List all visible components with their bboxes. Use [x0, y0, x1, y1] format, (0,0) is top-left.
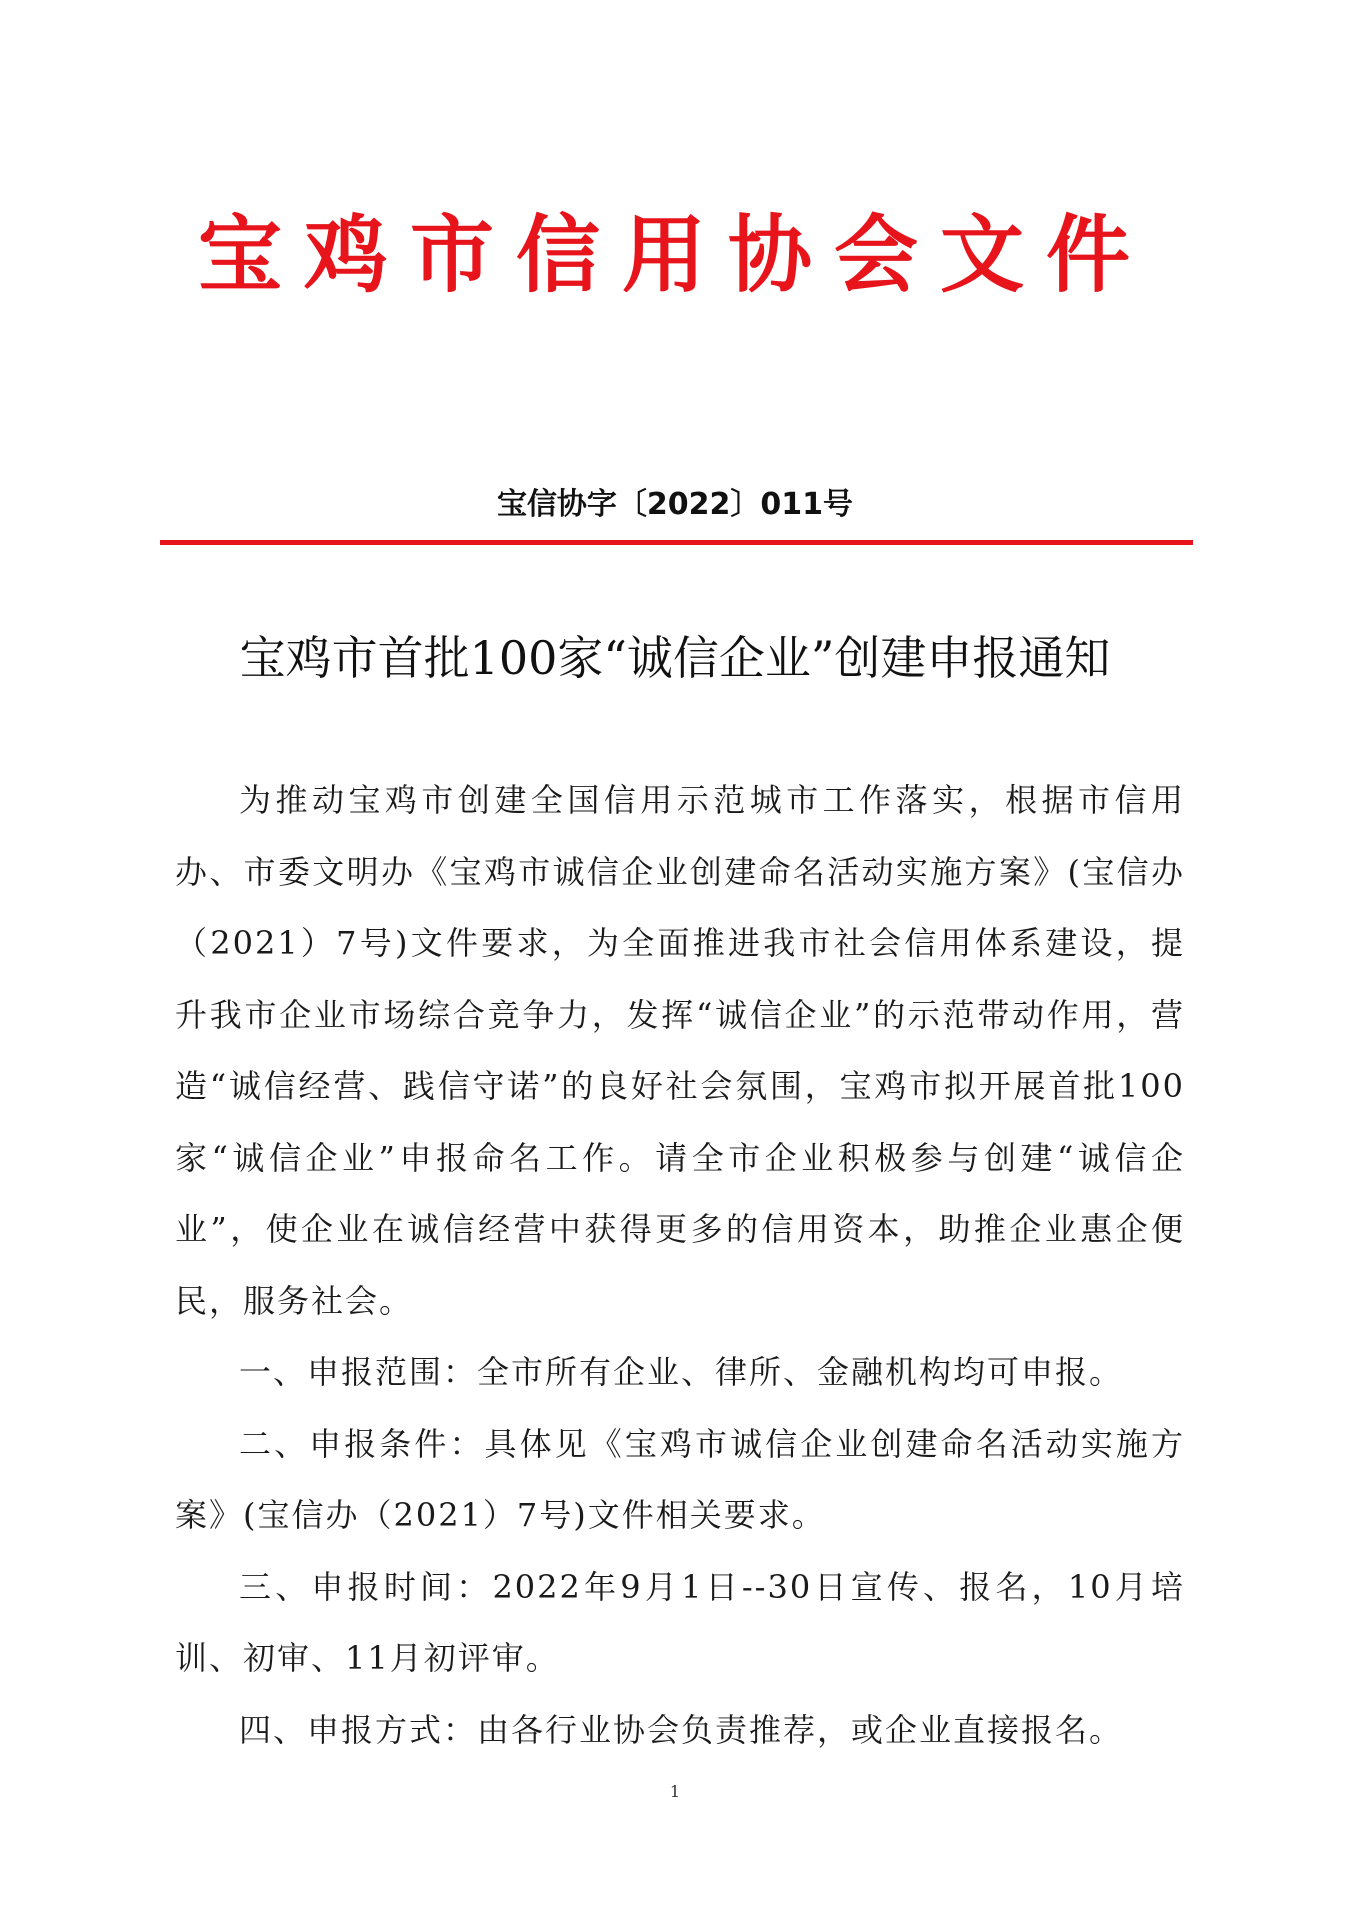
- document-number: 宝信协字〔2022〕011号: [496, 487, 854, 522]
- section-time: 三、申报时间：2022年9月1日--30日宣传、报名，10月培训、初审、11月初评审。: [175, 1567, 1185, 1677]
- page-number: 1: [669, 1782, 681, 1801]
- section-method: 四、申报方式：由各行业协会负责推荐，或企业直接报名。: [239, 1710, 1124, 1749]
- section-scope: 一、申报范围：全市所有企业、律所、金融机构均可申报。: [239, 1353, 1124, 1391]
- masthead-title: 宝鸡市信用协会文件: [197, 206, 1152, 304]
- section-conditions: 二、申报条件：具体见《宝鸡市诚信企业创建命名活动实施方案》(宝信办（2021）7号)文件相关要求。: [175, 1424, 1185, 1534]
- notice-title: 宝鸡市首批100家“诚信企业”创建申报通知: [239, 631, 1111, 685]
- red-divider-line: [160, 540, 1193, 545]
- intro-paragraph: 为推动宝鸡市创建全国信用示范城市工作落实，根据市信用办、市委文明办《宝鸡市诚信企业创建命名活动实施方案》(宝信办（2021）7号)文件要求，为全面推进我市社会信用体系建设，提升我市企业市场综合竞争力，发挥“诚信企业”的示范带动作用，营造“诚信经营、践信守诺”的良好社会氛围，宝鸡市拟开展首批100家“诚信企业”申报命名工作。请全市企业积极参与创建“诚信企业”，使企业在诚信经营中获得更多的信用资本，助推企业惠企便民，服务社会。: [175, 781, 1185, 1320]
- notice-body: [175, 765, 1185, 1766]
